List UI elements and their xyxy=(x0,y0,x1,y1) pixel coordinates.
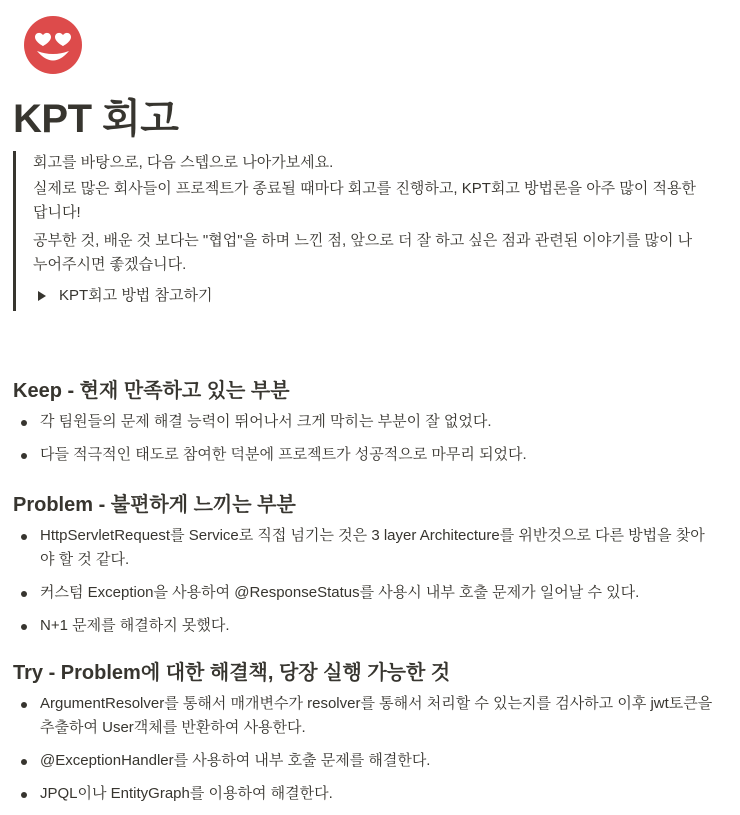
list-item xyxy=(13,410,713,434)
list-item-text: HttpServletRequest를 Service로 직접 넘기는 것은 3 layer Architecture를 위반것으로 다른 방법을 찾아야 할 것 같다. xyxy=(40,527,705,568)
bullet-list xyxy=(13,410,713,467)
bullet-icon xyxy=(21,624,27,630)
section-keep xyxy=(13,376,713,476)
list-item xyxy=(13,581,713,605)
callout-line: 실제로 많은 회사들이 프로젝트가 종료될 때마다 회고를 진행하고, KPT회고 방법론을 아주 많이 적용한답니다! xyxy=(33,180,696,221)
callout-line: 회고를 바탕으로, 다음 스텝으로 나아가보세요. xyxy=(33,154,334,171)
bullet-icon xyxy=(21,453,27,459)
list-item-text: JPQL이나 EntityGraph를 이용하여 해결한다. xyxy=(40,785,333,802)
bullet-icon xyxy=(21,591,27,597)
list-item xyxy=(13,524,713,572)
list-item-text: N+1 문제를 해결하지 못했다. xyxy=(40,617,230,634)
toggle-triangle-icon[interactable] xyxy=(38,291,46,301)
bullet-list xyxy=(13,692,713,806)
bullet-icon xyxy=(21,759,27,765)
list-item xyxy=(13,749,713,773)
heart-eyes-emoji-icon[interactable] xyxy=(22,14,84,76)
section-heading: Problem - 불편하게 느끼는 부분 xyxy=(13,494,296,516)
bullet-icon xyxy=(21,420,27,426)
bullet-icon xyxy=(21,792,27,798)
list-item-text: 커스텀 Exception을 사용하여 @ResponseStatus를 사용시 내부 호출 문제가 일어날 수 있다. xyxy=(40,584,640,601)
list-item xyxy=(13,614,713,638)
section-heading: Try - Problem에 대한 해결책, 당장 실행 가능한 것 xyxy=(13,662,451,684)
list-item-text: 다들 적극적인 태도로 참여한 덕분에 프로젝트가 성공적으로 마무리 되었다. xyxy=(40,446,527,463)
section-heading: Keep - 현재 만족하고 있는 부분 xyxy=(13,380,290,402)
section-problem xyxy=(13,490,713,647)
list-item-text: ArgumentResolver를 통해서 매개변수가 resolver를 통해서 처리할 수 있는지를 검사하고 이후 jwt토큰을 추출하여 User객체를 반환하여 사용한다. xyxy=(40,695,713,736)
toggle-kpt-reference[interactable] xyxy=(33,281,703,311)
list-item xyxy=(13,443,713,467)
section-try xyxy=(13,658,713,815)
callout-quote xyxy=(13,151,703,311)
toggle-label: KPT회고 방법 참고하기 xyxy=(59,287,213,304)
list-item-text: @ExceptionHandler를 사용하여 내부 호출 문제를 해결한다. xyxy=(40,752,431,769)
list-item-text: 각 팀원들의 문제 해결 능력이 뛰어나서 크게 막히는 부분이 잘 없었다. xyxy=(40,413,492,430)
callout-line: 공부한 것, 배운 것 보다는 "협업"을 하며 느낀 점, 앞으로 더 잘 하고 싶은 점과 관련된 이야기를 많이 나누어주시면 좋겠습니다. xyxy=(33,232,693,273)
bullet-list xyxy=(13,524,713,638)
list-item xyxy=(13,782,713,806)
page-title: KPT 회고 xyxy=(13,97,179,141)
bullet-icon xyxy=(21,534,27,540)
list-item xyxy=(13,692,713,740)
bullet-icon xyxy=(21,702,27,708)
